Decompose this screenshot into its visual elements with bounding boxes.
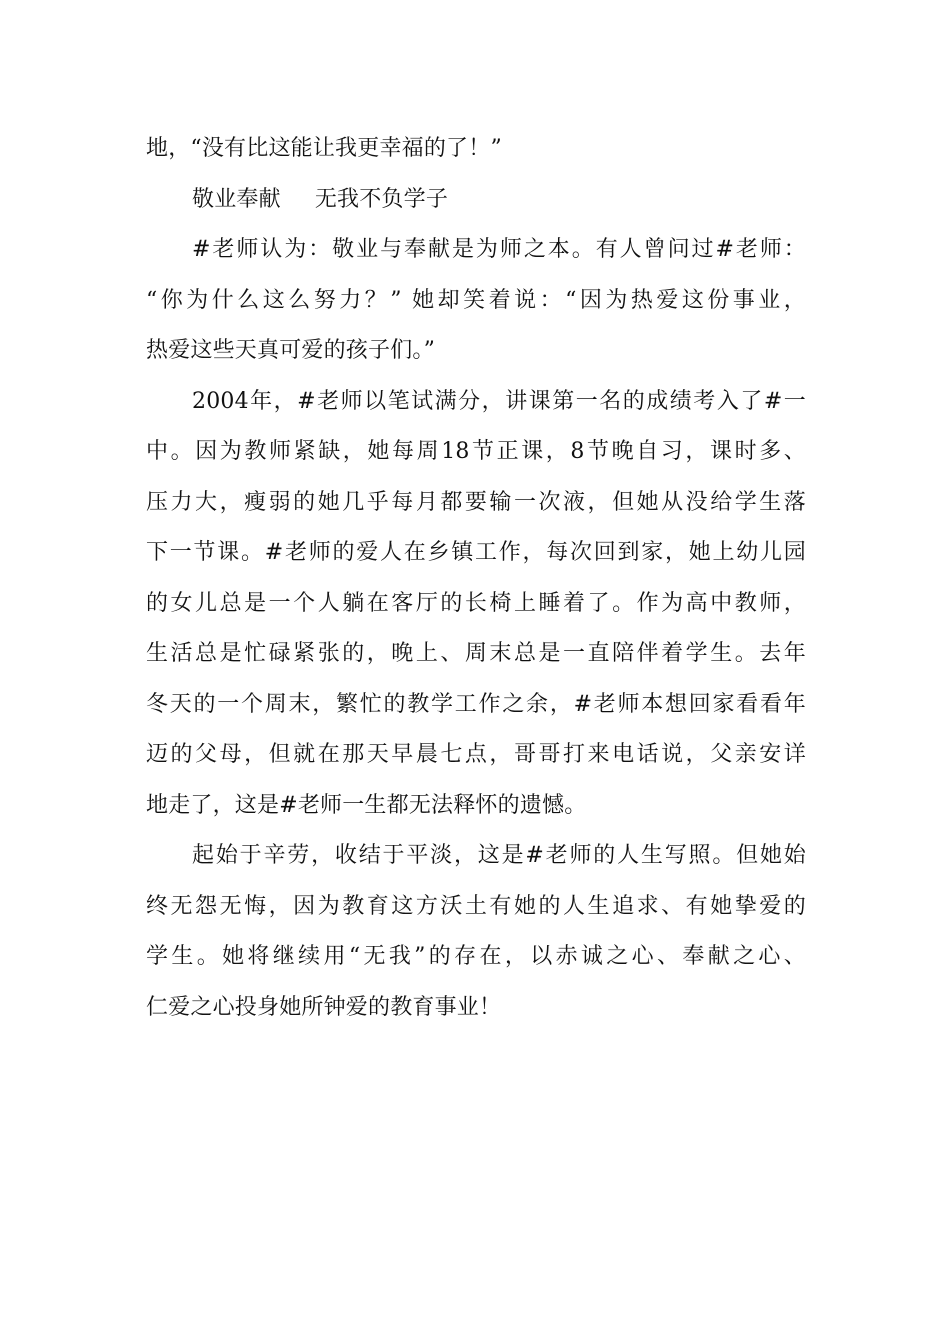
paragraph-line: 的女儿总是一个人躺在客厅的长椅上睡着了。作为高中教师， [146, 590, 806, 616]
heading-part-2: 无我不负学子 [314, 186, 449, 212]
paragraph-line: 学生。她将继续用“无我”的存在，以赤诚之心、奉献之心、 [146, 944, 806, 969]
paragraph-line: 热爱这些天真可爱的孩子们。” [146, 338, 436, 363]
paragraph-line: #老师认为：敬业与奉献是为师之本。有人曾问过#老师： [192, 237, 806, 262]
paragraph-line: 地，“没有比这能让我更幸福的了！” [146, 136, 502, 161]
heading-part-1: 敬业奉献 [192, 186, 281, 212]
paragraph-line: 起始于辛劳，收结于平淡，这是#老师的人生写照。但她始 [192, 843, 806, 868]
paragraph-line: 仁爱之心投身她所钟爱的教育事业！ [146, 994, 502, 1020]
paragraph-line: 2004年，#老师以笔试满分，讲课第一名的成绩考入了#一 [192, 388, 806, 414]
paragraph-line: 中。因为教师紧缺，她每周18节正课，8节晚自习，课时多、 [146, 439, 806, 464]
section-heading [146, 175, 806, 226]
paragraph-line: “你为什么这么努力？” 她却笑着说：“因为热爱这份事业， [146, 287, 806, 313]
paragraph-line: 冬天的一个周末，繁忙的教学工作之余，#老师本想回家看看年 [146, 691, 806, 717]
paragraph-line: 压力大，瘦弱的她几乎每月都要输一次液，但她从没给学生落 [146, 489, 806, 515]
paragraph-line: 地走了，这是#老师一生都无法释怀的遗憾。 [146, 792, 587, 818]
paragraph-line: 生活总是忙碌紧张的，晚上、周末总是一直陪伴着学生。去年 [146, 641, 806, 666]
paragraph-line: 迈的父母，但就在那天早晨七点，哥哥打来电话说，父亲安详 [146, 742, 806, 767]
paragraph-line: 下一节课。#老师的爱人在乡镇工作，每次回到家，她上幼儿园 [146, 540, 806, 565]
document-body [146, 124, 806, 1033]
paragraph-line: 终无怨无悔，因为教育这方沃土有她的人生追求、有她挚爱的 [146, 893, 806, 919]
